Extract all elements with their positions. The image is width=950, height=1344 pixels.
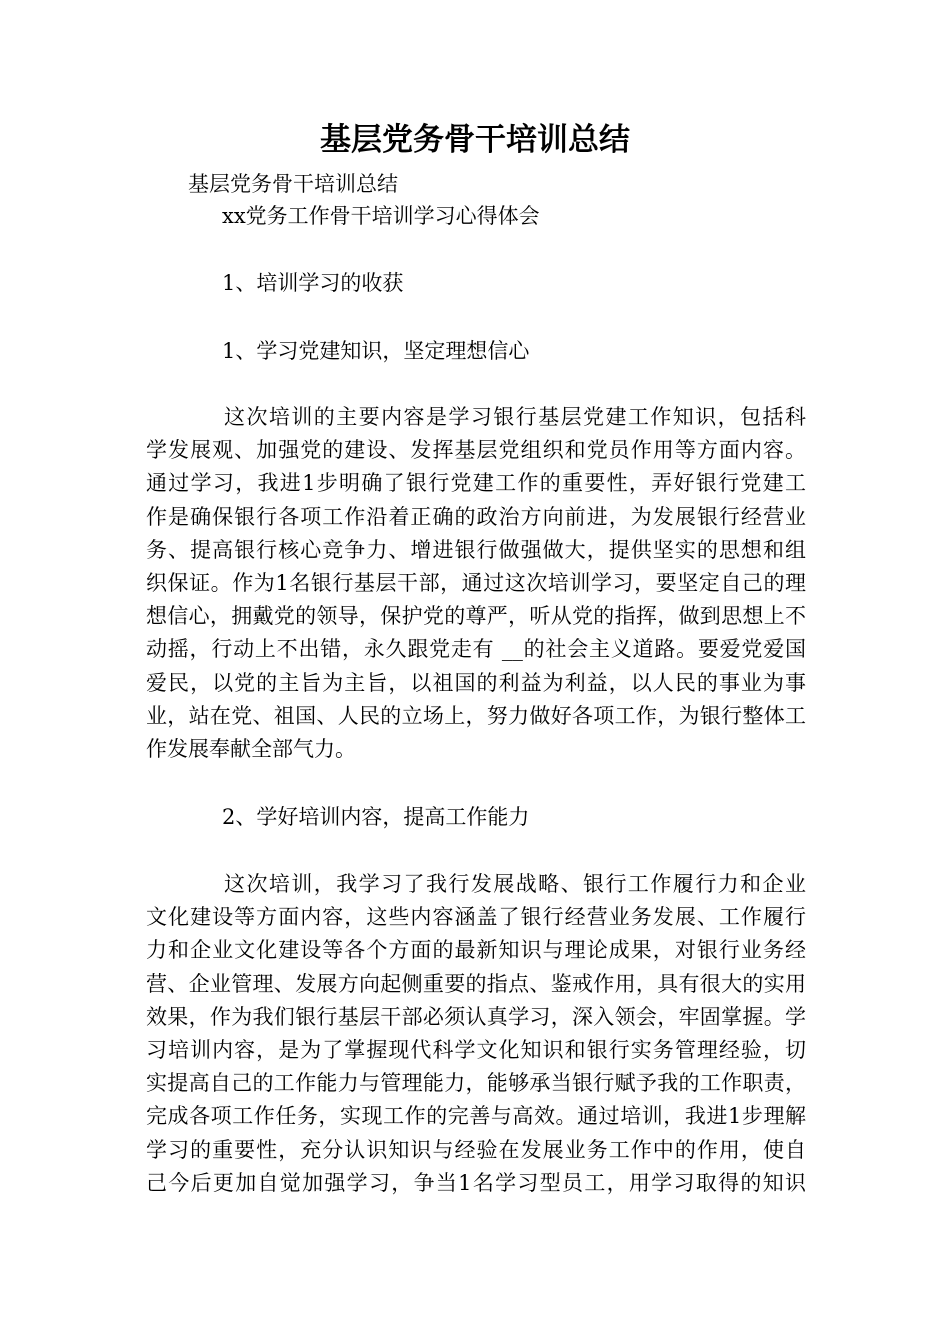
document-heading: xx党务工作骨干培训学习心得体会 (222, 204, 540, 228)
paragraph-line: 这次培训的主要内容是学习银行基层党建工作知识，包括科 (224, 405, 806, 429)
paragraph-line: 习培训内容，是为了掌握现代科学文化知识和银行实务管理经验，切 (146, 1037, 806, 1062)
paragraph-line: 营、企业管理、发展方向起侧重要的指点、鉴戒作用，具有很大的实用 (146, 971, 806, 996)
document-title: 基层党务骨干培训总结 (320, 122, 630, 158)
paragraph-line: 这次培训，我学习了我行发展战略、银行工作履行力和企业 (224, 872, 806, 896)
paragraph-2 (146, 868, 806, 1200)
paragraph-line: 学发展观、加强党的建设、发挥基层党组织和党员作用等方面内容。 (146, 438, 806, 463)
paragraph-line: 想信心，拥戴党的领导，保护党的尊严，听从党的指挥，做到思想上不 (146, 604, 806, 629)
paragraph-line: 完成各项工作任务，实现工作的完善与高效。通过培训，我进1步理解 (146, 1104, 806, 1129)
paragraph-line: 作发展奉献全部气力。 (146, 736, 356, 761)
document-subtitle: 基层党务骨干培训总结 (188, 172, 398, 196)
paragraph-1 (146, 401, 806, 766)
paragraph-line: 织保证。作为1名银行基层干部，通过这次培训学习，要坚定自己的理 (146, 570, 806, 595)
paragraph-line: 通过学习，我进1步明确了银行党建工作的重要性，弄好银行党建工 (146, 471, 806, 496)
paragraph-line: 业，站在党、祖国、人民的立场上，努力做好各项工作，为银行整体工 (146, 703, 806, 728)
paragraph-line: 动摇，行动上不出错，永久跟党走有 __的社会主义道路。要爱党爱国 (146, 637, 806, 662)
paragraph-line: 作是确保银行各项工作沿着正确的政治方向前进，为发展银行经营业 (146, 504, 806, 529)
paragraph-line: 爱民，以党的主旨为主旨，以祖国的利益为利益，以人民的事业为事 (146, 670, 806, 695)
paragraph-line: 学习的重要性，充分认识知识与经验在发展业务工作中的作用，使自 (146, 1137, 806, 1162)
section-heading-1: 1、培训学习的收获 (222, 271, 404, 295)
subsection-heading-1: 1、学习党建知识，坚定理想信心 (222, 339, 530, 363)
paragraph-line: 文化建设等方面内容，这些内容涵盖了银行经营业务发展、工作履行 (146, 905, 806, 930)
paragraph-line: 效果，作为我们银行基层干部必须认真学习，深入领会，牢固掌握。学 (146, 1004, 806, 1029)
subsection-heading-2: 2、学好培训内容，提高工作能力 (222, 805, 530, 829)
paragraph-line: 实提高自己的工作能力与管理能力，能够承当银行赋予我的工作职责， (146, 1071, 806, 1096)
paragraph-line: 务、提高银行核心竞争力、增进银行做强做大，提供坚实的思想和组 (146, 537, 806, 562)
paragraph-line: 力和企业文化建设等各个方面的最新知识与理论成果，对银行业务经 (146, 938, 806, 963)
paragraph-line: 己今后更加自觉加强学习，争当1名学习型员工，用学习取得的知识 (146, 1170, 806, 1195)
